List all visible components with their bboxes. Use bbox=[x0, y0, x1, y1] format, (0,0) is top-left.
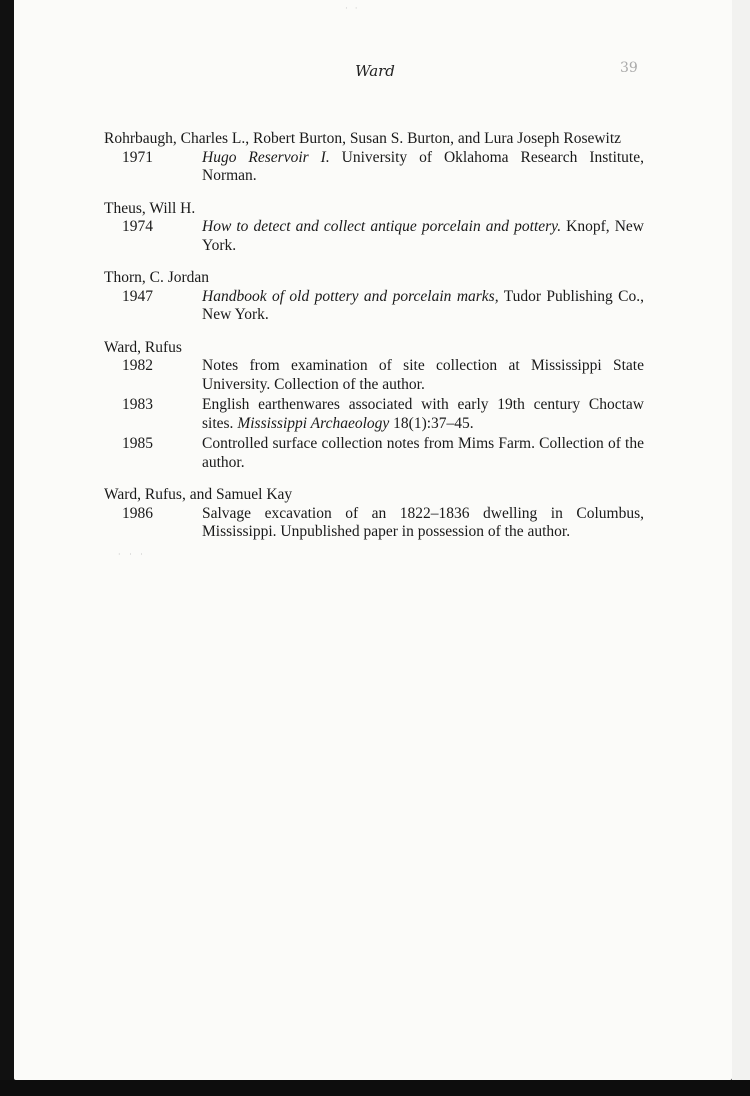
reference-author: Thorn, C. Jordan bbox=[104, 269, 210, 286]
citation-title: Hugo Reservoir I. bbox=[202, 148, 330, 166]
reference-citation bbox=[202, 288, 644, 325]
reference-list bbox=[104, 130, 644, 556]
page-number: 39 bbox=[620, 60, 638, 76]
reference-year: 1971 bbox=[122, 148, 153, 166]
reference-entry bbox=[104, 435, 644, 472]
reference-citation bbox=[202, 396, 644, 433]
reference-citation bbox=[202, 149, 644, 186]
reference-ward-kay bbox=[104, 486, 644, 542]
reference-author: Ward, Rufus bbox=[104, 338, 182, 356]
citation-title: How to detect and collect antique porcelain and pottery. bbox=[202, 218, 562, 235]
running-header: Ward bbox=[355, 62, 395, 80]
reference-entry bbox=[104, 357, 644, 394]
reference-year: 1986 bbox=[122, 504, 153, 522]
reference-thorn bbox=[104, 269, 644, 325]
reference-year: 1974 bbox=[122, 218, 153, 235]
scan-specks: · · · bbox=[118, 550, 146, 559]
citation-details: University of Oklahoma Research Institute, Norman. bbox=[202, 148, 644, 184]
reference-ward-rufus bbox=[104, 339, 644, 473]
citation-details: 18(1):37–45. bbox=[389, 414, 474, 432]
reference-entry bbox=[104, 396, 644, 433]
reference-citation: Salvage excavation of an 1822–1836 dwelling in Columbus, Mississippi. Unpublished paper in possession of the author. bbox=[202, 504, 644, 540]
reference-citation: Controlled surface collection notes from Mims Farm. Collection of the author. bbox=[202, 435, 644, 471]
reference-entry bbox=[104, 218, 644, 255]
reference-citation: Notes from examination of site collection at Mississippi State University. Collection of the author. bbox=[202, 357, 644, 393]
reference-author: Rohrbaugh, Charles L., Robert Burton, Susan S. Burton, and Lura Joseph Rosewitz bbox=[104, 130, 622, 147]
scan-border-bottom bbox=[0, 1080, 750, 1096]
reference-entry bbox=[104, 288, 644, 325]
reference-entry bbox=[104, 149, 644, 186]
reference-author: Ward, Rufus, and Samuel Kay bbox=[104, 486, 293, 503]
reference-theus bbox=[104, 200, 644, 256]
page-edge-right bbox=[732, 0, 750, 1096]
reference-year: 1982 bbox=[122, 357, 153, 374]
citation-title: Handbook of old pottery and porcelain marks, bbox=[202, 287, 499, 305]
reference-rohrbaugh bbox=[104, 130, 644, 186]
citation-details: Tudor Publishing Co., New York. bbox=[202, 287, 644, 323]
reference-author: Theus, Will H. bbox=[104, 199, 196, 217]
reference-year: 1983 bbox=[122, 396, 153, 413]
citation-title: Mississippi Archaeology bbox=[237, 414, 390, 432]
scan-smudge: · · bbox=[345, 4, 360, 14]
reference-year: 1985 bbox=[122, 435, 153, 452]
reference-year: 1947 bbox=[122, 287, 153, 305]
reference-citation bbox=[202, 218, 644, 255]
reference-entry bbox=[104, 505, 644, 542]
citation-details: Knopf, New York. bbox=[202, 218, 644, 254]
citation-text: English earthenwares associated with early 19th century Choctaw sites. bbox=[202, 396, 644, 432]
